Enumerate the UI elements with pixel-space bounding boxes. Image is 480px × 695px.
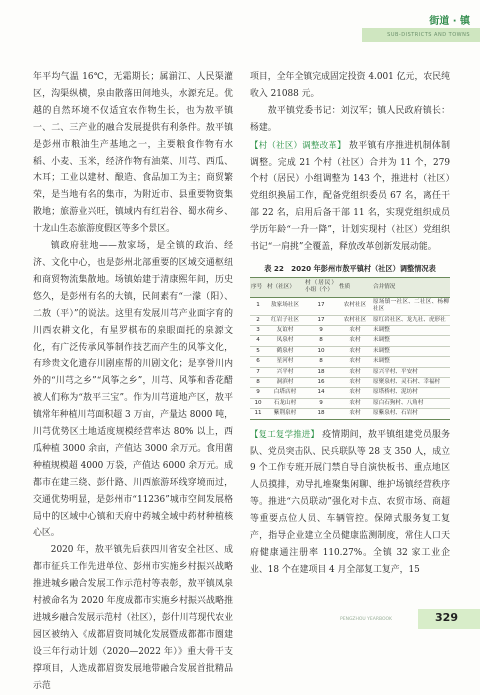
table-row	[250, 409, 450, 419]
col-header: 村（社区）	[266, 277, 304, 297]
table-row	[250, 378, 450, 388]
table-row	[250, 388, 450, 398]
paragraph: 项目，全年全镇完成固定投资 4.001 亿元，农民纯收入 21088 元。	[250, 72, 450, 99]
table-row	[250, 326, 450, 336]
table-cell: 凤泉村	[266, 336, 304, 346]
table-cell: 洞滨村	[266, 378, 304, 388]
right-column	[250, 69, 450, 579]
table-cell: 18	[304, 367, 338, 377]
section-tag: 【村（社区）调整改革】	[250, 139, 346, 150]
table-cell: 未调整	[372, 346, 450, 356]
table-cell: 8	[250, 378, 266, 388]
table-cell: 16	[304, 378, 338, 388]
table-cell: 3	[250, 326, 266, 336]
table-cell: 未调整	[372, 336, 450, 346]
table-cell: 10	[304, 346, 338, 356]
table-cell: 农村社区	[338, 315, 372, 325]
left-column	[33, 69, 233, 695]
table-body	[250, 297, 450, 419]
table-cell: 农村	[338, 357, 372, 367]
table-cell: 原白石狗村、八角村	[372, 398, 450, 408]
page-number: 329	[435, 611, 458, 624]
table-cell: 11	[250, 409, 266, 419]
table-cell: 1	[250, 297, 266, 315]
table-cell: 5	[250, 346, 266, 356]
table-cell: 友谊村	[266, 326, 304, 336]
col-header: 村（居民）小组（个）	[304, 277, 338, 297]
col-header: 性质	[338, 277, 372, 297]
header-title: 街道 · 镇	[429, 16, 470, 27]
table-cell: 10	[250, 398, 266, 408]
table-cell: 白塔店村	[266, 388, 304, 398]
table-cell: 农村	[338, 367, 372, 377]
table-cell: 14	[304, 388, 338, 398]
paragraph: 敖平镇党委书记：刘汉军；镇人民政府镇长：杨建。	[250, 105, 450, 133]
table-cell: 17	[304, 297, 338, 315]
table-cell: 农村社区	[338, 297, 372, 315]
paragraph: 年平均气温 16℃，无霜期长；属湔江、人民渠灌区，沟渠纵横，泉由散落田间地头，水源充足。优越的自然环境不仅适宜农作物生长，也为敖平镇一、二、三产业的融合发展提供有利条件。敖平镇是彭州市粮油生产基地之一，主要粮食作物有水稻、小麦、玉米，经济作物有油菜、川芎、西瓜、木耳；工业以建材、酿造、食品加工为主；商贸繁荣，是当地有名的集市，为附近市、县重要物资集散地；旅游业兴旺，镇域内有红岩谷、蜀水荷乡、十龙山生态旅游度假区等多个景区。	[33, 72, 233, 235]
adjustment-table	[250, 277, 450, 420]
table-cell: 17	[304, 315, 338, 325]
table-cell: 农村	[338, 409, 372, 419]
table-cell: 4	[250, 336, 266, 346]
header-subtitle: SUB-DISTRICTS AND TOWNS	[387, 32, 470, 38]
table-cell: 农村	[338, 346, 372, 356]
table-header-row	[250, 277, 450, 297]
section-resumption	[250, 426, 450, 579]
table-row	[250, 367, 450, 377]
table-cell: 原塔桥村、泥坊村	[372, 388, 450, 398]
paragraph: 镇政府驻地——敖家场，是全镇的政治、经济、文化中心，也是彭州北部重要的区域交通枢纽和商贸物流集散地。场镇始建于清康熙年间，历史悠久，是彭州有名的大镇，民间素有“一濛（阳）、二敖（平）”的说法。这里有发展川芎产业面字育的川西农耕文化，有星罗棋布的泉眼面托的泉源文化，有广泛传承风筝制作技艺而产生的风筝文化，有珍贵文化遗存川剧座帮的川剧文化；是享誉川内外的“川芎之乡”“风筝之乡”，川芎、风筝和香花醋被人们称为“敖平三宝”。作为川芎道地产区，敖平镇常年种植川芎面积超 3 万亩，产量达 8000 吨，川芎优势区土地适度规模经营率达 80% 以上，西瓜种植 3000 余亩，产值达 3000 余万元。食用菌种植规模超 4000 万袋，产值达 6000 余万元。成都市在建三绕、彭什路、川西旅游环线穿境而过，交通优势明显，是彭州市“11236”城市空间发展格局中的区域中心镇和天府中药城全域中药材种植核心区。	[33, 241, 233, 539]
footer-text: PENGZHOU YEARBOOK	[340, 617, 392, 622]
table-cell: 星河村	[266, 357, 304, 367]
table-caption: 表 22 2020 年彭州市敖平镇村（社区）调整情况表	[264, 263, 436, 273]
table-cell: 9	[304, 398, 338, 408]
running-header	[330, 12, 480, 38]
section-village-adjustment	[250, 137, 450, 256]
table-cell: 原红岩社区、龙九社、虎形社	[372, 315, 450, 325]
table-cell: 农村	[338, 398, 372, 408]
section-text: 疫情期间，敖平镇组建党员服务队、党员突击队、民兵联队等 28 支 350 人，成立 9 个工作专班开展门禁自导自演快板书、重点地区人员摸排，劝导扎堆聚集闲聊、维护场镇经营秩序等。推进“六员联动”强化对卡点、农贸市场、商超等重要点位人员、车辆管控。保障式服务复工复产，指导企业建立全员健康监测制度，常住人口天府健康通注册率 110.27%。全镇 32 家工业企业、18 个在建项目 4 月全部复工复产，15	[250, 429, 450, 575]
table-row	[250, 346, 450, 356]
col-header: 序号	[250, 277, 266, 297]
table-cell: 6	[250, 357, 266, 367]
table-cell: 9	[304, 326, 338, 336]
table-cell: 敖家场社区	[266, 297, 304, 315]
col-header: 合并情况	[372, 277, 450, 297]
table-cell: 石龙山村	[266, 398, 304, 408]
table-cell: 紫荆泉村	[266, 409, 304, 419]
table-row	[250, 315, 450, 325]
table-cell: 农村	[338, 326, 372, 336]
table-cell: 兴平村	[266, 367, 304, 377]
table-cell: 红岩子社区	[266, 315, 304, 325]
table-cell: 农村	[338, 336, 372, 346]
table-cell: 2	[250, 315, 266, 325]
table-cell: 原场镇一社区、二社区、杨柳社区	[372, 297, 450, 315]
table-cell: 未调整	[372, 357, 450, 367]
section-tag: 【复工复学推进】	[250, 428, 320, 439]
section-text: 敖平镇有序推进机制体制调整。完成 21 个村（社区）合并为 11 个，279 个村（居民）小组调整为 143 个，推进村（社区）党组织换届工作，配备党组织委员 67 名，离任干部 22 名，启用后备干部 11 名，实现党组织成员学历年龄“一升一降”，计划实现村（社区）党组织书记“一肩挑”全覆盖，释放改革创新发展动能。	[250, 140, 451, 253]
table-row	[250, 297, 450, 315]
paragraph: 2020 年，敖平镇先后获四川省安全社区、成都市征兵工作先进单位、彭州市实施乡村振兴战略推进城乡融合发展工作示范村等表彰，敖平镇凤泉村被命名为 2020 年度成都市实施乡村振兴战略推进城乡融合发展示范村（社区），彭什川芎现代农业园区被纳入《成都眉资同城化发展暨成都都市圈建设三年行动计划（2020—2022 年）》重大骨干支撑项目，人选成都眉资发展地带融合发展首批精品示范	[33, 545, 233, 691]
table-cell: 未调整	[372, 326, 450, 336]
table-cell: 原聚泉村、灵石村、幸福村	[372, 378, 450, 388]
table-cell: 8	[304, 357, 338, 367]
table-cell: 原紫泉村、石岩村	[372, 409, 450, 419]
table-cell: 18	[304, 409, 338, 419]
table-cell: 8	[304, 336, 338, 346]
table-row	[250, 357, 450, 367]
table-cell: 鹤泉村	[266, 346, 304, 356]
table-row	[250, 398, 450, 408]
table-cell: 农村	[338, 378, 372, 388]
table-cell: 9	[250, 388, 266, 398]
table-cell: 7	[250, 367, 266, 377]
table-row	[250, 336, 450, 346]
table-cell: 原兴平村、平安村	[372, 367, 450, 377]
table-cell: 农村	[338, 388, 372, 398]
